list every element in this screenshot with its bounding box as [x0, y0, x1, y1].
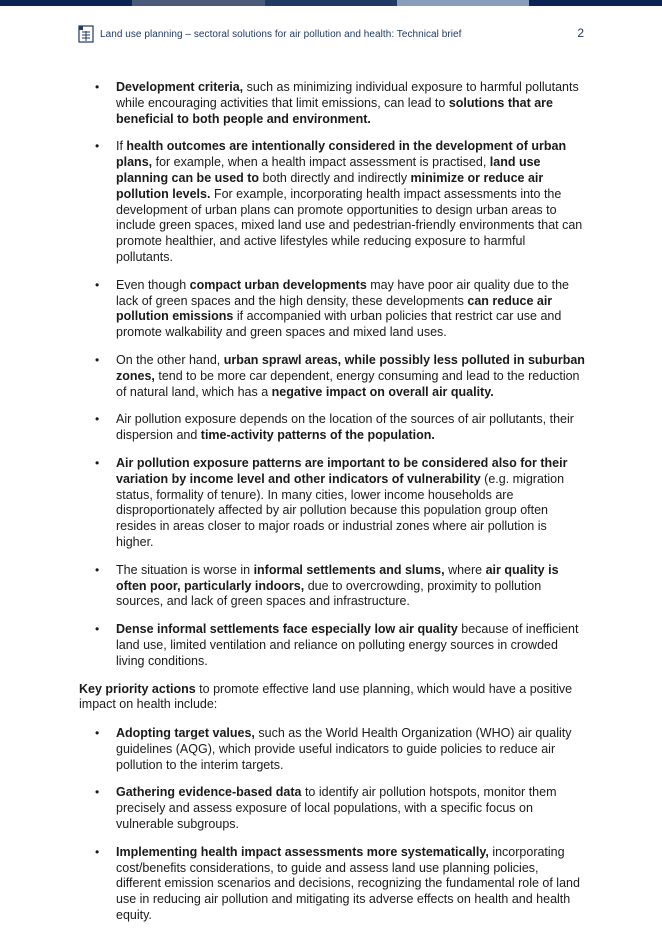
bold-text: urban sprawl areas, while possibly less polluted in suburban zones,: [116, 352, 585, 383]
text-run: (e.g. migration status, formality of tenure). In many cities, lower income households are disproportionately affected by air pollution because this population group often resides in areas closer to major roads or industrial zones where air pollution is higher.: [116, 471, 565, 549]
bold-text: Adopting target values,: [116, 726, 255, 741]
list-item: [79, 412, 585, 444]
text-run: On the other hand,: [116, 352, 224, 367]
bold-text: time-activity patterns of the population.: [200, 428, 435, 443]
bold-text: Development criteria,: [116, 80, 244, 94]
page-body: [79, 80, 585, 936]
text-run: both directly and indirectly: [259, 170, 411, 185]
bold-text: air quality is often poor, particularly indoors,: [116, 562, 559, 593]
list-item: [79, 845, 585, 924]
list-item: [79, 353, 585, 400]
bold-text: Air pollution exposure patterns are important to be considered also for their variation by income level and other indicators of vulnerability: [116, 455, 568, 486]
list-item: [79, 278, 585, 341]
text-run: where: [444, 562, 486, 577]
document-title: Land use planning – sectoral solutions for air pollution and health: Technical brief: [100, 28, 462, 40]
document-building-icon: [78, 25, 94, 43]
list-item: [79, 456, 585, 551]
text-run: to promote effective land use planning, which would have a positive impact on health include:: [79, 681, 573, 712]
text-run: because of inefficient land use, limited ventilation and reliance on polluting energy sources in crowded living conditions.: [116, 622, 579, 668]
text-run: to identify air pollution hotspots, monitor them precisely and assess exposure of local populations, with a specific focus on vulnerable subgroups.: [116, 785, 557, 832]
list-item: [79, 726, 585, 773]
bold-text: land use planning can be used to: [116, 155, 541, 185]
text-run: if accompanied with urban policies that restrict car use and promote walkability and green spaces and mixed land uses.: [116, 309, 562, 340]
text-run: The situation is worse in: [116, 562, 254, 577]
text-run: such as minimizing individual exposure to harmful pollutants while encouraging activities that limit emissions, can lead to: [116, 80, 579, 110]
bold-text: Dense informal settlements face especially low air quality: [116, 622, 458, 637]
bold-text: Gathering evidence-based data: [116, 785, 302, 800]
list-item: [79, 80, 585, 127]
bold-text: solutions that are beneficial to both people and environment.: [116, 95, 553, 126]
top-bar-segment: [397, 0, 529, 6]
text-run: If: [116, 139, 127, 154]
text-run: such as the World Health Organization (WHO) air quality guidelines (AQG), which provide useful indicators to guide policies to reduce air pollution to the interim targets.: [116, 726, 572, 772]
findings-list: [79, 80, 585, 670]
bold-text: minimize or reduce air pollution levels.: [116, 170, 544, 201]
text-run: may have poor air quality due to the lack of green spaces and the high density, these developments: [116, 277, 570, 308]
text-run: For example, incorporating health impact assessments into the development of urban plans can promote opportunities to design urban areas to include green spaces, mixed land use and pedestrian-friendly environments that can promote healthier, and active lifestyles while reducing exposure to harmful pollutants.: [116, 186, 583, 264]
top-bar-segment: [265, 0, 397, 6]
bold-text: informal settlements and slums,: [253, 562, 445, 577]
list-item: [79, 563, 585, 610]
key-priority-intro: [79, 682, 585, 714]
page-header: [78, 24, 584, 44]
bold-text: compact urban developments: [189, 277, 367, 292]
top-bar-segment: [132, 0, 265, 6]
bold-text: negative impact on overall air quality.: [271, 384, 494, 399]
page-number: 2: [577, 26, 584, 40]
top-bar-segment: [0, 0, 132, 6]
list-item: [79, 785, 585, 832]
list-item: [79, 622, 585, 669]
list-item: [79, 139, 585, 265]
text-run: due to overcrowding, proximity to pollution sources, and lack of green spaces and infrastructure.: [116, 578, 542, 609]
priority-actions-list: [79, 726, 585, 924]
text-run: Even though: [116, 277, 190, 292]
top-color-bar: [0, 0, 662, 6]
text-run: incorporating cost/benefits considerations, to guide and assess land use planning policies, different emission scenarios and decisions, recognizing the fundamental role of land use in reducing air pollution and mitigating its adverse effects on health and health equity.: [116, 844, 580, 923]
bold-text: can reduce air pollution emissions: [116, 293, 553, 324]
bold-text: Key priority actions: [79, 681, 196, 696]
text-run: tend to be more car dependent, energy consuming and lead to the reduction of natural land, which has a: [116, 368, 580, 399]
text-run: for example, when a health impact assessment is practised,: [152, 155, 490, 170]
bold-text: Implementing health impact assessments more systematically,: [116, 844, 489, 859]
top-bar-segment: [529, 0, 662, 6]
text-run: Air pollution exposure depends on the location of the sources of air pollutants, their dispersion and: [116, 412, 574, 443]
bold-text: health outcomes are intentionally considered in the development of urban plans,: [116, 139, 567, 170]
